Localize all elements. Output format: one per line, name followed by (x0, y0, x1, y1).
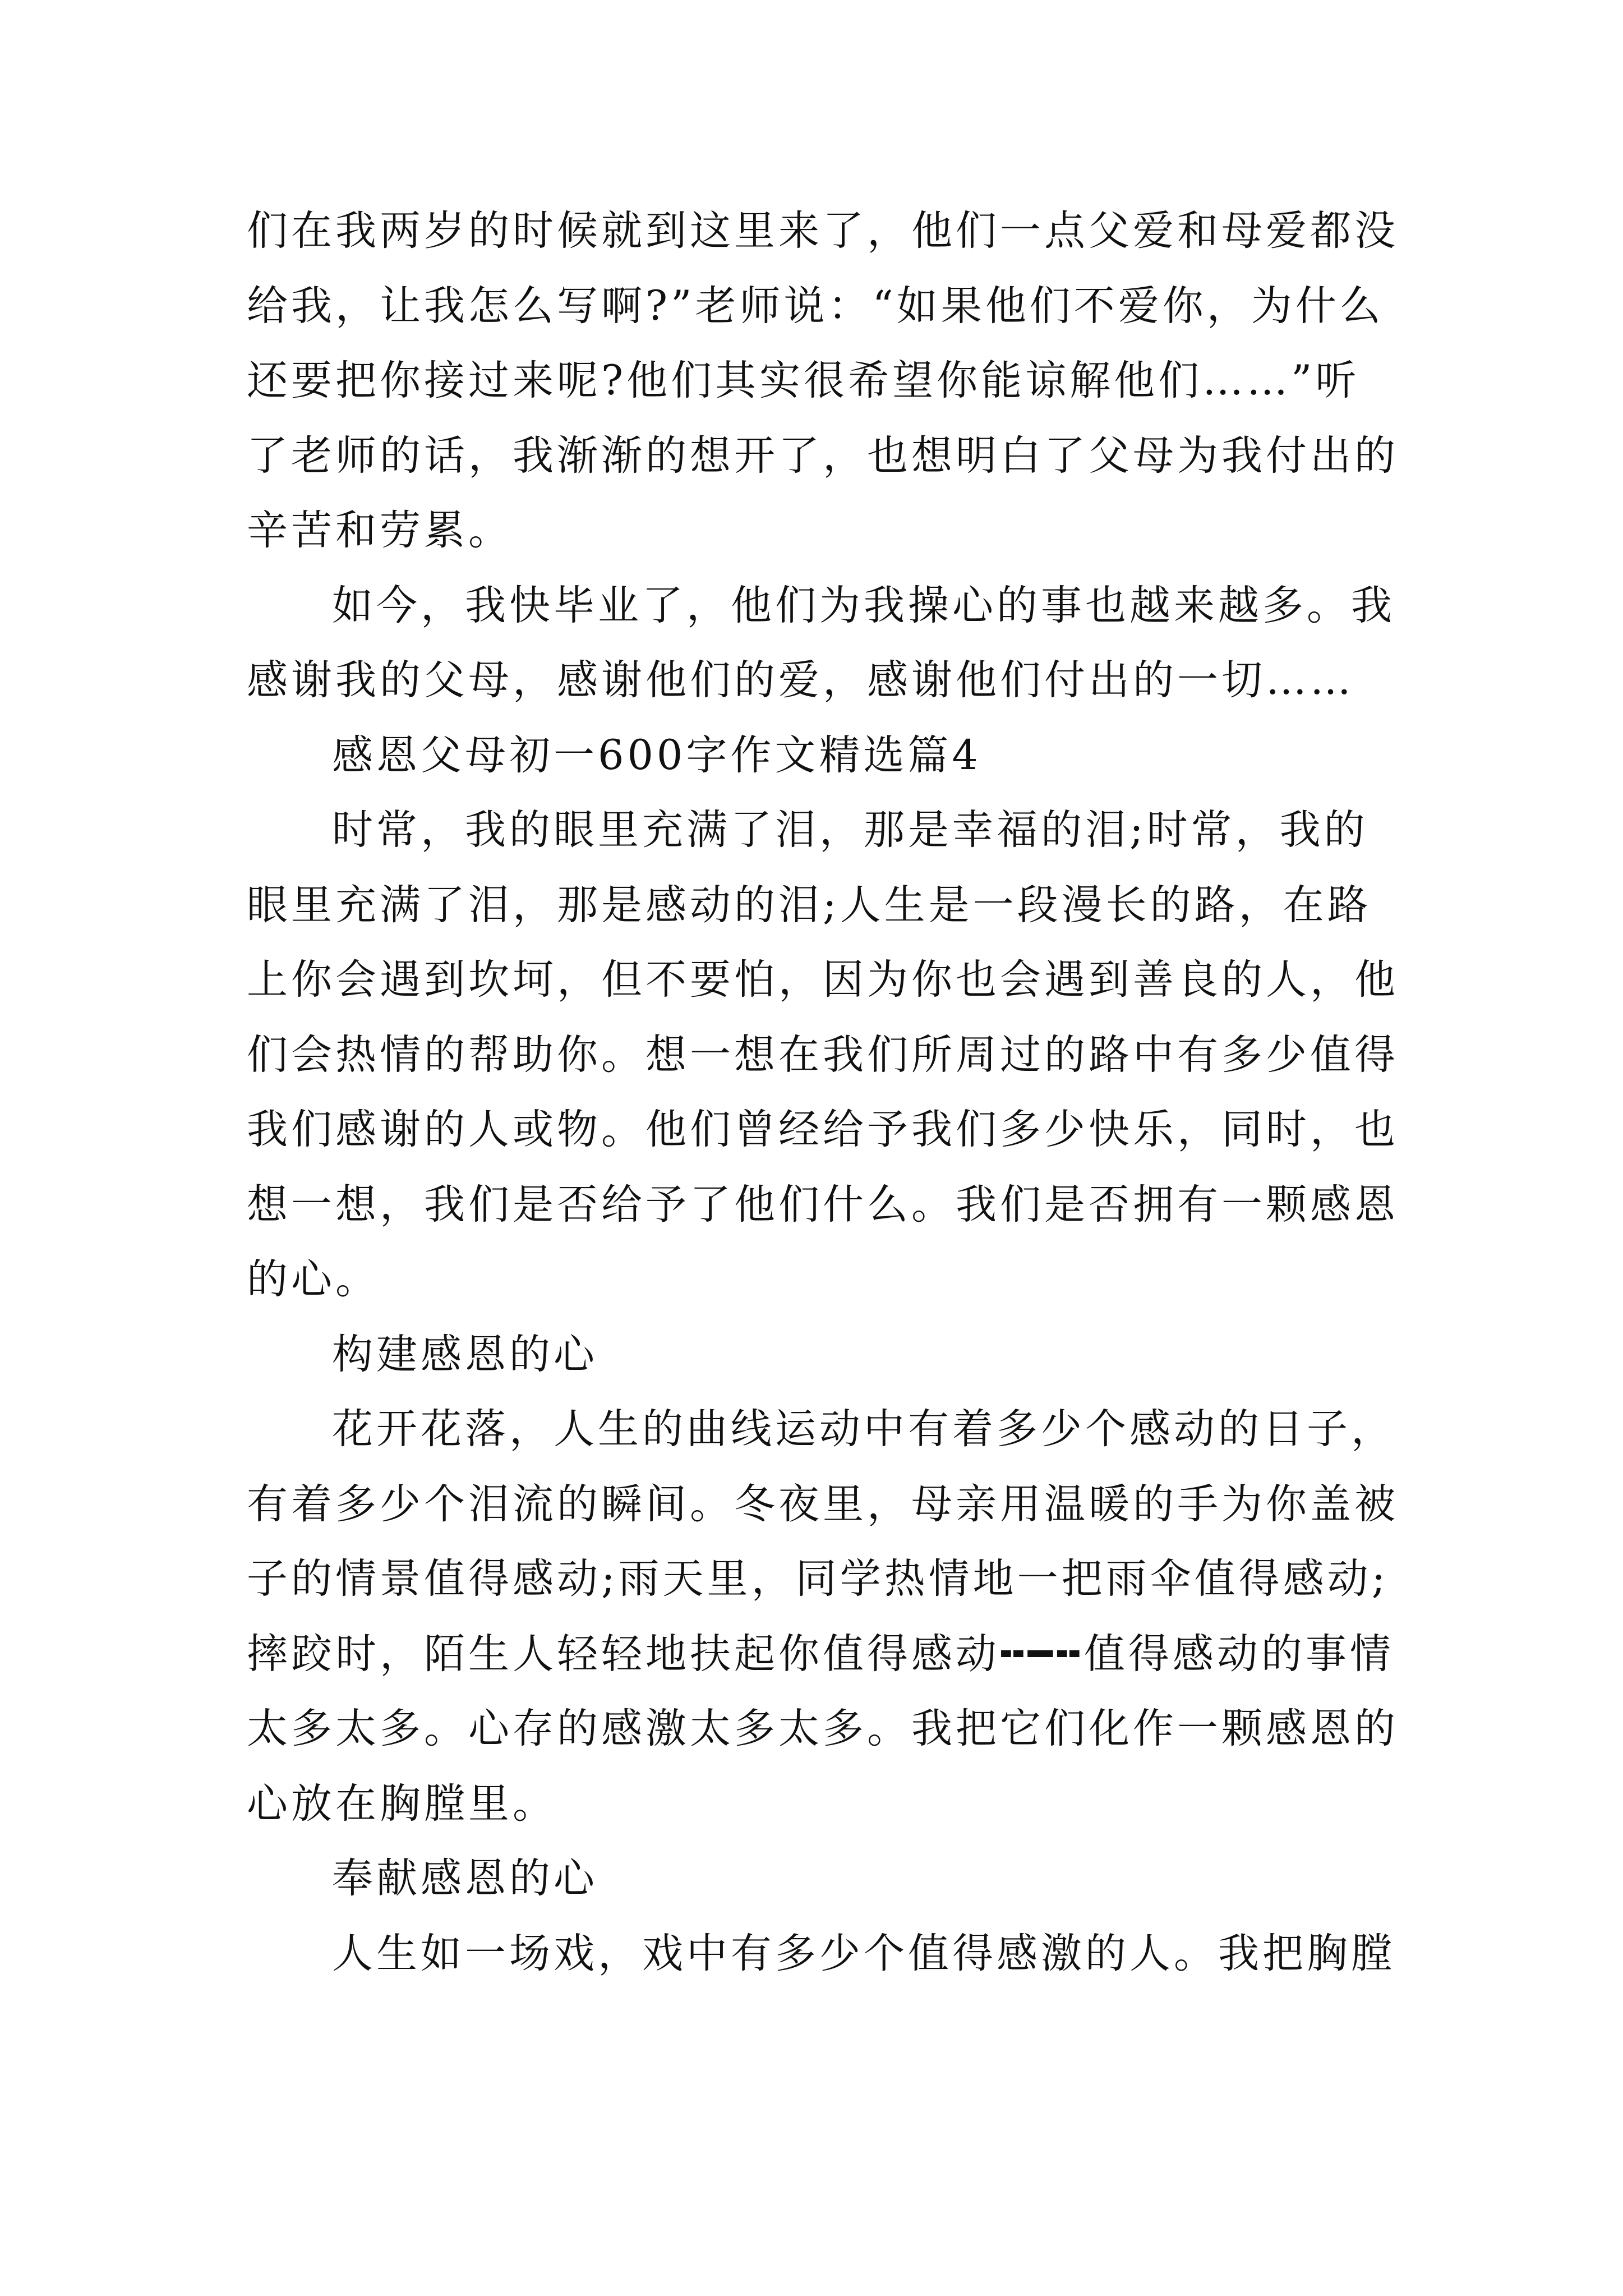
paragraph-start-line: 构建感恩的心 (332, 1330, 598, 1378)
text-line: 们会热情的帮助你。想一想在我们所周过的路中有多少值得 (247, 1030, 1399, 1079)
paragraph-start-line: 时常，我的眼里充满了泪，那是幸福的泪;时常，我的 (332, 806, 1368, 854)
text-line: 心放在胸膛里。 (247, 1779, 557, 1828)
paragraph-start-line: 人生如一场戏，戏中有多少个值得感激的人。我把胸膛 (332, 1929, 1395, 1977)
text-line: 感谢我的父母，感谢他们的爱，感谢他们付出的一切…… (247, 656, 1354, 704)
paragraph-start-line: 花开花落，人生的曲线运动中有着多少个感动的日子， (332, 1405, 1395, 1453)
text-line: 太多太多。心存的感激太多太多。我把它们化作一颗感恩的 (247, 1705, 1399, 1752)
text-line: 还要把你接过来呢?他们其实很希望你能谅解他们……”听 (247, 357, 1360, 404)
text-line: 给我，让我怎么写啊?”老师说：“如果他们不爱你，为什么 (247, 282, 1384, 330)
text-line: 了老师的话，我渐渐的想开了，也想明白了父母为我付出的 (247, 431, 1399, 480)
text-line: 们在我两岁的时候就到这里来了，他们一点父爱和母爱都没 (247, 207, 1399, 255)
text-line: 辛苦和劳累。 (247, 507, 513, 554)
text-line: 想一想，我们是否给予了他们什么。我们是否拥有一颗感恩 (247, 1180, 1399, 1228)
text-line: 眼里充满了泪，那是感动的泪;人生是一段漫长的路，在路 (247, 881, 1372, 929)
paragraph-start-line: 感恩父母初一600字作文精选篇4 (332, 731, 981, 779)
text-line: 有着多少个泪流的瞬间。冬夜里，母亲用温暖的手为你盖被 (247, 1480, 1399, 1528)
text-line: 摔跤时，陌生人轻轻地扶起你值得感动╍━╍值得感动的事情 (247, 1630, 1394, 1678)
text-line: 的心。 (247, 1255, 380, 1303)
paragraph-start-line: 奉献感恩的心 (332, 1855, 598, 1902)
paragraph-start-line: 如今，我快毕业了，他们为我操心的事也越来越多。我 (332, 581, 1395, 629)
text-line: 上你会遇到坎坷，但不要怕，因为你也会遇到善良的人，他 (247, 956, 1399, 1004)
text-line: 我们感谢的人或物。他们曾经给予我们多少快乐，同时，也 (247, 1106, 1399, 1153)
text-line: 子的情景值得感动;雨天里，同学热情地一把雨伞值得感动; (247, 1555, 1389, 1603)
